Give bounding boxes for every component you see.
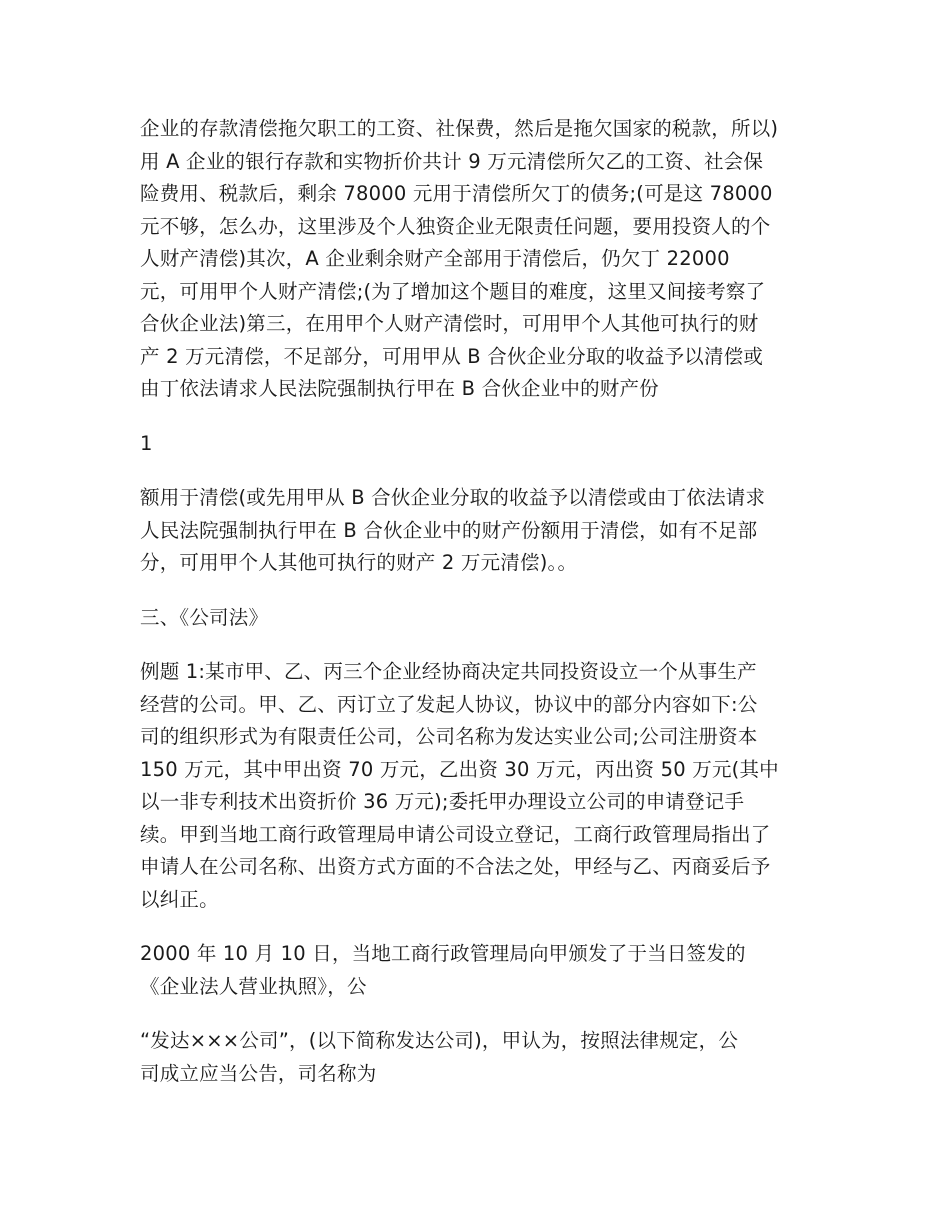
section-heading — [140, 602, 830, 635]
text-line: 企业的存款清偿拖欠职工的工资、社保费，然后是拖欠国家的税款，所以) — [140, 117, 779, 140]
section-heading-text: 三、《公司法》 — [140, 605, 269, 629]
text-line: 人民法院强制执行甲在 B 合伙企业中的财产份额用于清偿，如有不足部 — [140, 518, 758, 542]
text-line: 150 万元，其中甲出资 70 万元，乙出资 30 万元，丙出资 50 万元(其中 — [140, 757, 779, 781]
text-line: 产 2 万元清偿，不足部分，可用甲从 B 合伙企业分取的收益予以清偿或 — [140, 344, 764, 368]
paragraph-continuation — [140, 482, 830, 580]
text-line: 2000 年 10 月 10 日，当地工商行政管理局向甲颁发了于当日签发的 — [140, 942, 746, 965]
text-line: 司成立应当公告，司名称为 — [140, 1061, 377, 1085]
text-line: 续。甲到当地工商行政管理局申请公司设立登记，工商行政管理局指出了 — [140, 822, 771, 846]
text-line: 《企业法人营业执照》，公 — [140, 974, 367, 998]
text-line: 例题 1:某市甲、乙、丙三个企业经协商决定共同投资设立一个从事生产 — [140, 660, 757, 683]
paragraph-license-date — [140, 938, 830, 1003]
page-number-text: 1 — [140, 431, 153, 455]
text-line: 申请人在公司名称、出资方式方面的不合法之处，甲经与乙、丙商妥后予 — [140, 855, 771, 878]
text-line: 用 A 企业的银行存款和实物折价共计 9 万元清偿所欠乙的工资、社会保 — [140, 149, 764, 173]
paragraph-company-name — [140, 1025, 830, 1090]
text-line: 合伙企业法)第三，在用甲个人财产清偿时，可用甲个人其他可执行的财 — [140, 312, 759, 335]
text-line: 分，可用甲个人其他可执行的财产 2 万元清偿)。。 — [140, 551, 578, 574]
text-line: 元，可用甲个人财产清偿;(为了增加这个题目的难度，这里又间接考察了 — [140, 279, 766, 303]
text-line: 元不够，怎么办，这里涉及个人独资企业无限责任问题，要用投资人的个 — [140, 214, 771, 238]
text-line: 经营的公司。甲、乙、丙订立了发起人协议，协议中的部分内容如下:公 — [140, 692, 758, 716]
paragraph-liquidation-order — [140, 113, 830, 406]
text-line: 险费用、税款后，剩余 78000 元用于清偿所欠丁的债务;(可是这 78000 — [140, 182, 773, 205]
document-body — [140, 113, 830, 1112]
text-line: 额用于清偿(或先用甲从 B 合伙企业分取的收益予以清偿或由丁依法请求 — [140, 486, 766, 509]
text-line: 由丁依法请求人民法院强制执行甲在 B 合伙企业中的财产份 — [140, 377, 659, 400]
text-line: 以纠正。 — [140, 887, 219, 911]
text-line: 以一非专利技术出资折价 36 万元);委托甲办理设立公司的申请登记手 — [140, 790, 745, 813]
paragraph-example-1 — [140, 656, 830, 916]
text-line: 人财产清偿)其次，A 企业剩余财产全部用于清偿后，仍欠丁 22000 — [140, 247, 730, 270]
text-line: “发达×××公司”，(以下简称发达公司)，甲认为，按照法律规定，公 — [140, 1029, 739, 1052]
page-number — [140, 428, 830, 461]
text-line: 司的组织形式为有限责任公司，公司名称为发达实业公司;公司注册资本 — [140, 725, 758, 748]
